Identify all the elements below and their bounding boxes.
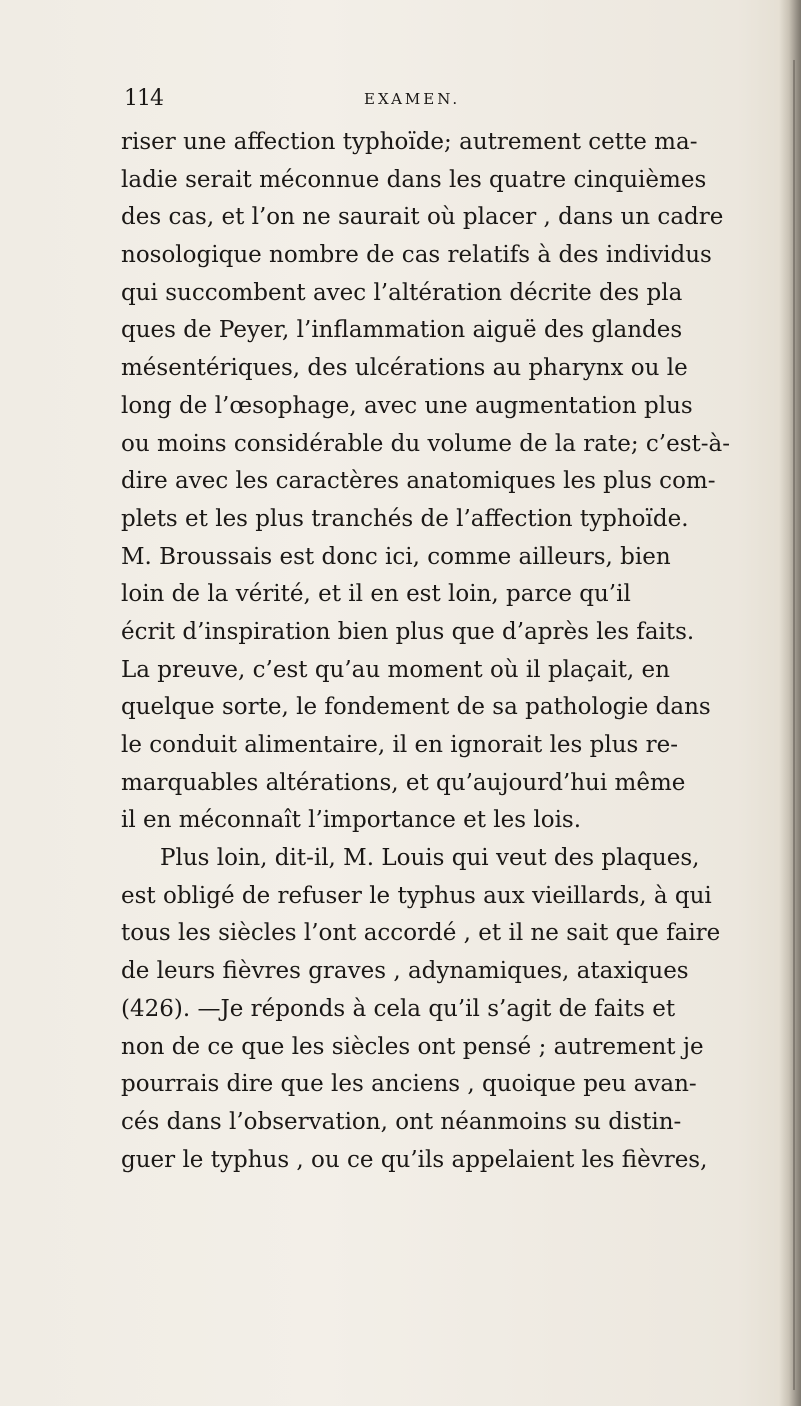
- text-line: ques de Peyer, l’inflammation aiguë des glandes: [121, 317, 683, 344]
- text-line: dire avec les caractères anatomiques les plus com-: [121, 468, 716, 495]
- text-line: des cas, et l’on ne saurait où placer , dans un cadre: [121, 204, 724, 231]
- text-line: ou moins considérable du volume de la rate; c’est-à-: [121, 430, 730, 457]
- text-line: il en méconnaît l’importance et les lois.: [121, 807, 582, 834]
- text-line: pourrais dire que les anciens , quoique peu avan-: [121, 1071, 697, 1098]
- text-line: riser une affection typhoïde; autrement cette ma-: [121, 129, 698, 155]
- text-line: qui succombent avec l’altération décrite des pla: [121, 279, 683, 306]
- page-edge-shadow: [779, 0, 801, 1406]
- text-line: tous les siècles l’ont accordé , et il ne sait que faire: [121, 920, 721, 947]
- page-number: 114: [124, 86, 163, 111]
- text-line: loin de la vérité, et il en est loin, parce qu’il: [121, 581, 631, 608]
- text-line: ladie serait méconnue dans les quatre cinquièmes: [121, 166, 707, 193]
- text-line: marquables altérations, et qu’aujourd’hui même: [121, 769, 686, 796]
- text-line: de leurs fièvres graves , adynamiques, ataxiques: [121, 958, 689, 985]
- text-line: le conduit alimentaire, il en ignorait les plus re-: [121, 732, 679, 758]
- text-line: est obligé de refuser le typhus aux vieillards, à qui: [121, 882, 712, 909]
- text-line: cés dans l’observation, ont néanmoins su distin-: [121, 1108, 682, 1135]
- text-line: guer le typhus , ou ce qu’ils appelaient les fièvres,: [121, 1146, 708, 1173]
- body-text: [121, 124, 771, 1179]
- text-line: (426). —Je réponds à cela qu’il s’agit de faits et: [121, 995, 676, 1022]
- text-line: plets et les plus tranchés de l’affection typhoïde.: [121, 505, 689, 532]
- page-header: [124, 78, 684, 118]
- page-edge-line: [793, 60, 795, 1390]
- running-title: EXAMEN.: [364, 90, 461, 108]
- text-line: long de l’œsophage, avec une augmentation plus: [121, 392, 693, 419]
- text-line: M. Broussais est donc ici, comme ailleurs, bien: [121, 543, 671, 570]
- text-line: nosologique nombre de cas relatifs à des individus: [121, 242, 712, 269]
- text-line: La preuve, c’est qu’au moment où il plaçait, en: [121, 656, 670, 683]
- text-line: écrit d’inspiration bien plus que d’après les faits.: [121, 618, 695, 645]
- text-line: quelque sorte, le fondement de sa pathologie dans: [121, 694, 711, 721]
- paragraph-start-line: Plus loin, dit-il, M. Louis qui veut des plaques,: [160, 845, 700, 872]
- text-line: mésentériques, des ulcérations au pharynx ou le: [121, 355, 688, 382]
- text-line: non de ce que les siècles ont pensé ; autrement je: [121, 1033, 704, 1060]
